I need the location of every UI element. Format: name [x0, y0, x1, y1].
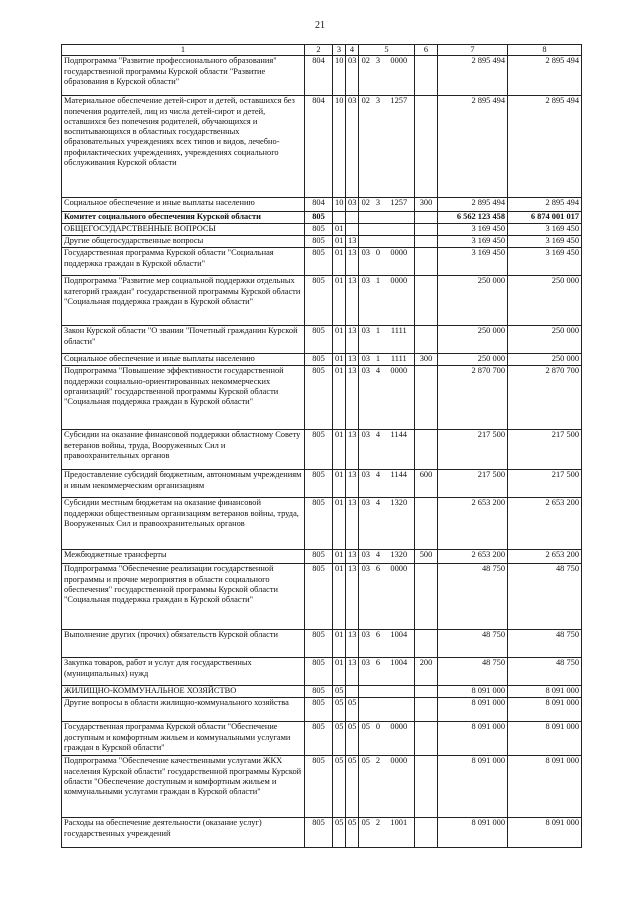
cell-sum-year1: 8 091 000 — [438, 818, 508, 848]
cell-csr-program: 05 — [359, 722, 373, 756]
cell-pr — [346, 212, 359, 224]
cell-sum-year2: 2 895 494 — [508, 56, 582, 96]
row-name: Другие вопросы в области жилищно-коммунального хозяйства — [62, 698, 305, 722]
cell-csr-subprogram — [373, 224, 384, 236]
table-row — [62, 430, 582, 470]
cell-rz: 01 — [333, 224, 346, 236]
cell-pr: 05 — [346, 756, 359, 818]
cell-csr-subprogram: 1 — [373, 326, 384, 354]
cell-csr-code: 0000 — [384, 276, 415, 326]
cell-vr: 500 — [415, 550, 438, 564]
cell-sum-year2: 8 091 000 — [508, 818, 582, 848]
row-name: Социальное обеспечение и иные выплаты населению — [62, 198, 305, 212]
cell-csr-program: 03 — [359, 276, 373, 326]
cell-rz: 01 — [333, 354, 346, 366]
cell-vr — [415, 224, 438, 236]
cell-rz: 05 — [333, 686, 346, 698]
col-header-4: 4 — [346, 45, 359, 56]
cell-rz: 01 — [333, 564, 346, 630]
cell-csr-program — [359, 686, 373, 698]
cell-csr-subprogram: 6 — [373, 564, 384, 630]
cell-gr: 805 — [305, 756, 333, 818]
cell-sum-year1: 2 895 494 — [438, 96, 508, 198]
cell-sum-year1: 8 091 000 — [438, 756, 508, 818]
cell-pr: 13 — [346, 470, 359, 498]
cell-gr: 805 — [305, 212, 333, 224]
cell-sum-year2: 2 895 494 — [508, 96, 582, 198]
cell-csr-code — [384, 698, 415, 722]
budget-table — [61, 44, 582, 848]
cell-csr-program: 03 — [359, 430, 373, 470]
cell-sum-year2: 250 000 — [508, 276, 582, 326]
cell-sum-year2: 250 000 — [508, 326, 582, 354]
table-row — [62, 686, 582, 698]
cell-sum-year1: 3 169 450 — [438, 224, 508, 236]
table-row — [62, 212, 582, 224]
cell-pr: 13 — [346, 248, 359, 276]
cell-vr — [415, 366, 438, 430]
cell-sum-year1: 2 653 200 — [438, 550, 508, 564]
cell-gr: 805 — [305, 722, 333, 756]
col-header-5: 5 — [359, 45, 415, 56]
table-row — [62, 658, 582, 686]
cell-csr-code: 1004 — [384, 630, 415, 658]
cell-csr-code: 1001 — [384, 818, 415, 848]
cell-gr: 805 — [305, 698, 333, 722]
cell-vr — [415, 818, 438, 848]
row-name: Комитет социального обеспечения Курской области — [62, 212, 305, 224]
cell-csr-program: 02 — [359, 96, 373, 198]
cell-gr: 804 — [305, 56, 333, 96]
cell-csr-subprogram: 3 — [373, 198, 384, 212]
cell-csr-program — [359, 698, 373, 722]
cell-vr — [415, 686, 438, 698]
col-header-8: 8 — [508, 45, 582, 56]
page-number: 21 — [315, 20, 325, 31]
cell-csr-subprogram: 2 — [373, 756, 384, 818]
cell-pr: 05 — [346, 698, 359, 722]
cell-csr-subprogram: 4 — [373, 366, 384, 430]
row-name: ЖИЛИЩНО-КОММУНАЛЬНОЕ ХОЗЯЙСТВО — [62, 686, 305, 698]
cell-gr: 805 — [305, 366, 333, 430]
cell-gr: 805 — [305, 550, 333, 564]
cell-sum-year1: 2 870 700 — [438, 366, 508, 430]
cell-csr-subprogram: 1 — [373, 354, 384, 366]
cell-csr-code: 1111 — [384, 326, 415, 354]
cell-pr: 03 — [346, 56, 359, 96]
cell-csr-program: 03 — [359, 564, 373, 630]
cell-csr-program: 03 — [359, 366, 373, 430]
cell-sum-year1: 48 750 — [438, 658, 508, 686]
cell-gr: 805 — [305, 224, 333, 236]
cell-sum-year2: 8 091 000 — [508, 686, 582, 698]
cell-pr — [346, 224, 359, 236]
cell-sum-year2: 250 000 — [508, 354, 582, 366]
cell-rz: 01 — [333, 550, 346, 564]
row-name: Государственная программа Курской области "Обеспечение доступным и комфортным жильем и коммунальными услугами граждан в Курской области" — [62, 722, 305, 756]
cell-rz: 05 — [333, 722, 346, 756]
cell-vr — [415, 722, 438, 756]
cell-csr-program — [359, 236, 373, 248]
cell-csr-subprogram: 4 — [373, 430, 384, 470]
cell-csr-subprogram: 4 — [373, 470, 384, 498]
table-row — [62, 564, 582, 630]
col-header-2: 2 — [305, 45, 333, 56]
cell-csr-subprogram — [373, 212, 384, 224]
cell-gr: 805 — [305, 326, 333, 354]
cell-csr-program: 02 — [359, 198, 373, 212]
cell-csr-subprogram — [373, 686, 384, 698]
table-row — [62, 236, 582, 248]
table-row — [62, 354, 582, 366]
table-row — [62, 56, 582, 96]
cell-sum-year2: 2 653 200 — [508, 498, 582, 550]
cell-csr-code: 0000 — [384, 56, 415, 96]
cell-rz: 01 — [333, 498, 346, 550]
col-header-1: 1 — [62, 45, 305, 56]
cell-csr-program: 03 — [359, 630, 373, 658]
cell-csr-code: 1004 — [384, 658, 415, 686]
col-header-7: 7 — [438, 45, 508, 56]
cell-vr — [415, 212, 438, 224]
cell-csr-code: 0000 — [384, 366, 415, 430]
row-name: Материальное обеспечение детей-сирот и детей, оставшихся без попечения родителей, лиц из числа детей-сирот и детей, оставшихся без попечения родителей, обучающихся и воспитывающихся в областных государственных образовательных учреждениях всех типов и видов, лечебно-профилактических учреждениях, учреждениях социального обслуживания Курской области — [62, 96, 305, 198]
cell-sum-year2: 217 500 — [508, 430, 582, 470]
col-header-3: 3 — [333, 45, 346, 56]
cell-csr-subprogram: 6 — [373, 630, 384, 658]
cell-csr-program: 03 — [359, 498, 373, 550]
cell-sum-year1: 8 091 000 — [438, 722, 508, 756]
row-name: Социальное обеспечение и иные выплаты населению — [62, 354, 305, 366]
cell-sum-year1: 6 562 123 458 — [438, 212, 508, 224]
row-name: Закон Курской области "О звании "Почетный гражданин Курской области" — [62, 326, 305, 354]
cell-csr-program — [359, 212, 373, 224]
table-row — [62, 630, 582, 658]
cell-rz: 10 — [333, 96, 346, 198]
cell-pr: 13 — [346, 658, 359, 686]
cell-sum-year1: 8 091 000 — [438, 686, 508, 698]
cell-csr-program: 05 — [359, 818, 373, 848]
cell-rz: 01 — [333, 470, 346, 498]
cell-vr: 200 — [415, 658, 438, 686]
row-name: Выполнение других (прочих) обязательств Курской области — [62, 630, 305, 658]
cell-csr-code: 1111 — [384, 354, 415, 366]
cell-sum-year1: 3 169 450 — [438, 248, 508, 276]
cell-csr-code: 1257 — [384, 96, 415, 198]
cell-vr — [415, 756, 438, 818]
cell-vr — [415, 326, 438, 354]
cell-csr-code: 0000 — [384, 722, 415, 756]
cell-csr-program: 03 — [359, 326, 373, 354]
cell-pr: 03 — [346, 198, 359, 212]
cell-vr — [415, 430, 438, 470]
cell-sum-year2: 48 750 — [508, 658, 582, 686]
cell-csr-subprogram: 4 — [373, 498, 384, 550]
row-name: Подпрограмма "Обеспечение качественными услугами ЖКХ населения Курской области" государственной программы Курской области "Обеспечение доступным и комфортным жильем и коммунальными услугами граждан в Курской области" — [62, 756, 305, 818]
cell-gr: 805 — [305, 564, 333, 630]
cell-rz: 10 — [333, 198, 346, 212]
cell-csr-program: 03 — [359, 248, 373, 276]
cell-rz: 05 — [333, 698, 346, 722]
cell-rz: 01 — [333, 366, 346, 430]
cell-sum-year2: 8 091 000 — [508, 698, 582, 722]
cell-pr: 13 — [346, 366, 359, 430]
cell-sum-year1: 3 169 450 — [438, 236, 508, 248]
cell-pr: 13 — [346, 498, 359, 550]
row-name: Субсидии на оказание финансовой поддержки областному Совету ветеранов войны, труда, Вооруженных Сил и правоохранительных органов — [62, 430, 305, 470]
cell-vr — [415, 236, 438, 248]
table-row — [62, 498, 582, 550]
table-row — [62, 224, 582, 236]
cell-sum-year2: 2 895 494 — [508, 198, 582, 212]
cell-csr-subprogram: 6 — [373, 658, 384, 686]
cell-pr: 13 — [346, 236, 359, 248]
cell-vr — [415, 248, 438, 276]
cell-gr: 805 — [305, 430, 333, 470]
cell-csr-program: 03 — [359, 354, 373, 366]
table-row — [62, 248, 582, 276]
cell-gr: 805 — [305, 818, 333, 848]
cell-rz: 05 — [333, 818, 346, 848]
cell-pr: 13 — [346, 564, 359, 630]
cell-sum-year1: 2 653 200 — [438, 498, 508, 550]
header-row — [62, 45, 582, 56]
cell-gr: 805 — [305, 658, 333, 686]
cell-vr — [415, 498, 438, 550]
cell-pr: 05 — [346, 722, 359, 756]
cell-sum-year1: 250 000 — [438, 354, 508, 366]
cell-sum-year1: 250 000 — [438, 276, 508, 326]
table-row — [62, 698, 582, 722]
cell-csr-subprogram: 0 — [373, 722, 384, 756]
cell-sum-year2: 217 500 — [508, 470, 582, 498]
cell-csr-program: 05 — [359, 756, 373, 818]
cell-sum-year2: 3 169 450 — [508, 248, 582, 276]
cell-pr: 13 — [346, 354, 359, 366]
cell-sum-year2: 6 874 001 017 — [508, 212, 582, 224]
cell-csr-program: 03 — [359, 550, 373, 564]
cell-csr-code: 1144 — [384, 470, 415, 498]
table-row — [62, 470, 582, 498]
cell-pr — [346, 686, 359, 698]
cell-gr: 805 — [305, 248, 333, 276]
cell-csr-code: 1144 — [384, 430, 415, 470]
row-name: Закупка товаров, работ и услуг для государственных (муниципальных) нужд — [62, 658, 305, 686]
cell-csr-code — [384, 236, 415, 248]
cell-sum-year1: 48 750 — [438, 564, 508, 630]
cell-rz: 01 — [333, 430, 346, 470]
col-header-6: 6 — [415, 45, 438, 56]
cell-rz: 01 — [333, 658, 346, 686]
cell-sum-year2: 2 653 200 — [508, 550, 582, 564]
cell-pr: 03 — [346, 96, 359, 198]
row-name: Подпрограмма "Повышение эффективности государственной поддержки социально-ориентированных некоммерческих организаций" государственной программы Курской области "Социальная поддержка граждан в Курской области" — [62, 366, 305, 430]
cell-gr: 805 — [305, 354, 333, 366]
cell-gr: 805 — [305, 630, 333, 658]
row-name: Предоставление субсидий бюджетным, автономным учреждениям и иным некоммерческим организациям — [62, 470, 305, 498]
cell-vr: 600 — [415, 470, 438, 498]
row-name: ОБЩЕГОСУДАРСТВЕННЫЕ ВОПРОСЫ — [62, 224, 305, 236]
cell-sum-year1: 250 000 — [438, 326, 508, 354]
cell-sum-year1: 2 895 494 — [438, 56, 508, 96]
table-body — [62, 56, 582, 848]
cell-csr-subprogram: 3 — [373, 56, 384, 96]
cell-sum-year1: 217 500 — [438, 470, 508, 498]
cell-csr-subprogram: 4 — [373, 550, 384, 564]
cell-csr-subprogram: 2 — [373, 818, 384, 848]
table-row — [62, 550, 582, 564]
cell-pr: 13 — [346, 430, 359, 470]
cell-rz: 01 — [333, 326, 346, 354]
cell-sum-year2: 48 750 — [508, 564, 582, 630]
cell-sum-year1: 2 895 494 — [438, 198, 508, 212]
cell-vr — [415, 96, 438, 198]
cell-rz: 01 — [333, 276, 346, 326]
cell-sum-year2: 48 750 — [508, 630, 582, 658]
cell-csr-subprogram: 3 — [373, 96, 384, 198]
cell-sum-year2: 2 870 700 — [508, 366, 582, 430]
cell-csr-code — [384, 212, 415, 224]
cell-gr: 804 — [305, 96, 333, 198]
cell-rz: 01 — [333, 236, 346, 248]
cell-pr: 13 — [346, 326, 359, 354]
cell-sum-year2: 3 169 450 — [508, 236, 582, 248]
row-name: Субсидии местным бюджетам на оказание финансовой поддержки общественным организациям ветеранов войны, труда, Вооруженных Сил и правоохранительных органов — [62, 498, 305, 550]
cell-vr — [415, 56, 438, 96]
cell-sum-year1: 217 500 — [438, 430, 508, 470]
row-name: Расходы на обеспечение деятельности (оказание услуг) государственных учреждений — [62, 818, 305, 848]
cell-csr-code: 0000 — [384, 564, 415, 630]
cell-csr-program: 03 — [359, 470, 373, 498]
cell-gr: 805 — [305, 236, 333, 248]
cell-csr-program — [359, 224, 373, 236]
cell-csr-code — [384, 224, 415, 236]
cell-vr — [415, 564, 438, 630]
cell-sum-year2: 8 091 000 — [508, 722, 582, 756]
table-row — [62, 722, 582, 756]
cell-rz — [333, 212, 346, 224]
table-row — [62, 756, 582, 818]
cell-gr: 805 — [305, 470, 333, 498]
cell-vr — [415, 630, 438, 658]
cell-csr-code — [384, 686, 415, 698]
cell-csr-subprogram — [373, 698, 384, 722]
table-row — [62, 276, 582, 326]
cell-sum-year1: 48 750 — [438, 630, 508, 658]
cell-sum-year1: 8 091 000 — [438, 698, 508, 722]
cell-csr-subprogram — [373, 236, 384, 248]
cell-csr-code: 1320 — [384, 550, 415, 564]
cell-pr: 13 — [346, 630, 359, 658]
cell-csr-subprogram: 1 — [373, 276, 384, 326]
cell-rz: 01 — [333, 248, 346, 276]
cell-rz: 05 — [333, 756, 346, 818]
cell-csr-program: 02 — [359, 56, 373, 96]
cell-gr: 805 — [305, 686, 333, 698]
row-name: Межбюджетные трансферты — [62, 550, 305, 564]
cell-gr: 804 — [305, 198, 333, 212]
row-name: Другие общегосударственные вопросы — [62, 236, 305, 248]
row-name: Подпрограмма "Развитие профессионального образования" государственной программы Курской области "Развитие образования в Курской области" — [62, 56, 305, 96]
table-row — [62, 818, 582, 848]
cell-csr-code: 0000 — [384, 248, 415, 276]
cell-csr-code: 0000 — [384, 756, 415, 818]
cell-vr: 300 — [415, 198, 438, 212]
cell-vr — [415, 276, 438, 326]
cell-rz: 10 — [333, 56, 346, 96]
table-row — [62, 198, 582, 212]
cell-gr: 805 — [305, 498, 333, 550]
table-row — [62, 366, 582, 430]
cell-sum-year2: 8 091 000 — [508, 756, 582, 818]
cell-pr: 05 — [346, 818, 359, 848]
cell-gr: 805 — [305, 276, 333, 326]
cell-rz: 01 — [333, 630, 346, 658]
cell-pr: 13 — [346, 276, 359, 326]
cell-pr: 13 — [346, 550, 359, 564]
table-row — [62, 326, 582, 354]
cell-csr-code: 1257 — [384, 198, 415, 212]
table-row — [62, 96, 582, 198]
cell-vr — [415, 698, 438, 722]
row-name: Государственная программа Курской области "Социальная поддержка граждан в Курской области" — [62, 248, 305, 276]
cell-vr: 300 — [415, 354, 438, 366]
cell-csr-subprogram: 0 — [373, 248, 384, 276]
row-name: Подпрограмма "Обеспечение реализации государственной программы и прочие мероприятия в области социального обеспечения" государственной программы Курской области "Социальная поддержка граждан в Курской области" — [62, 564, 305, 630]
row-name: Подпрограмма "Развитие мер социальной поддержки отдельных категорий граждан" государственной программы Курской области "Социальная поддержка граждан в Курской области" — [62, 276, 305, 326]
cell-sum-year2: 3 169 450 — [508, 224, 582, 236]
cell-csr-program: 03 — [359, 658, 373, 686]
cell-csr-code: 1320 — [384, 498, 415, 550]
